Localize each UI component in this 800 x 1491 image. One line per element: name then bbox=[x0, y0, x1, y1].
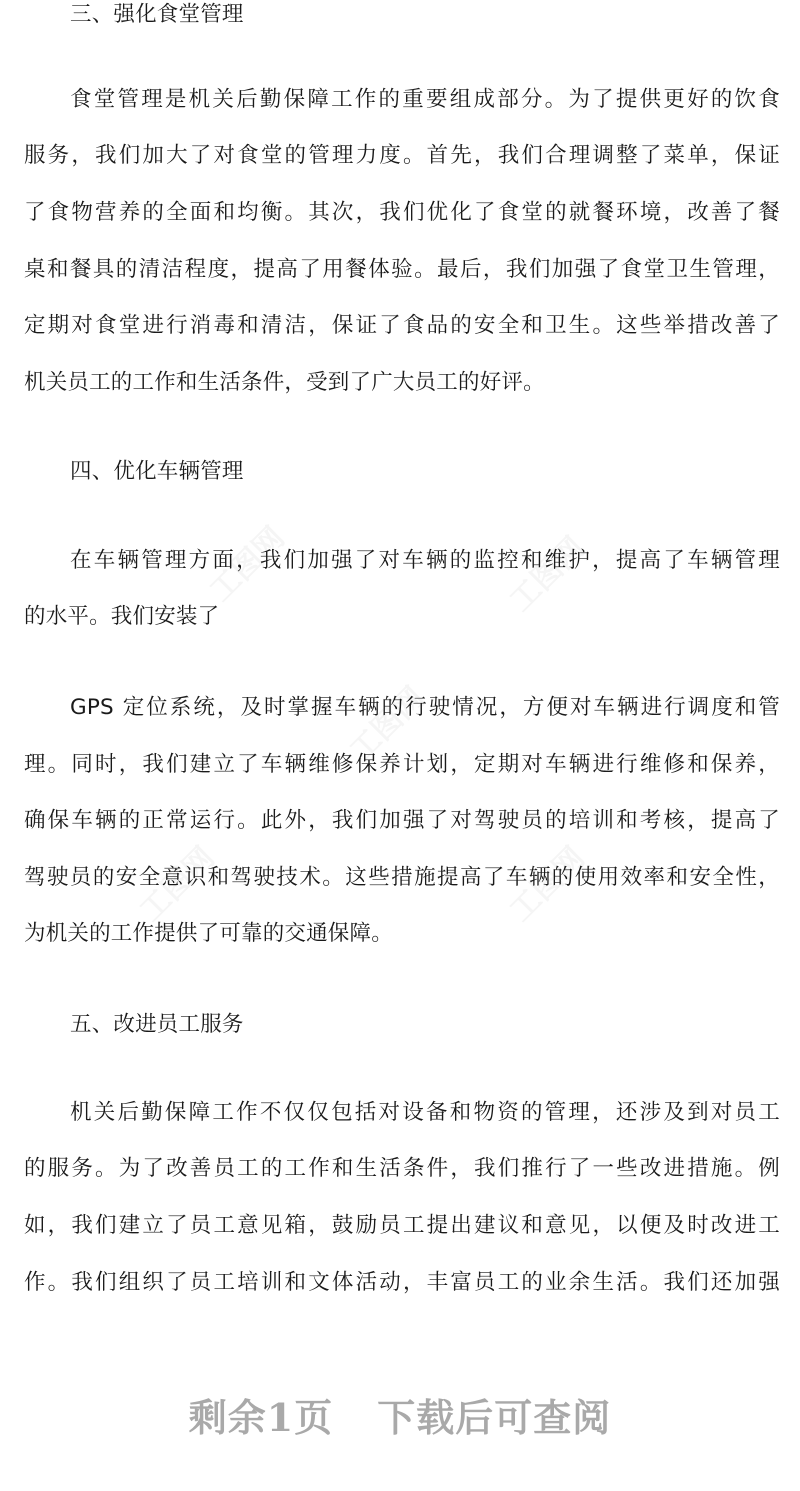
paragraph-line: 的服务。为了改善员工的工作和生活条件，我们推行了一些改进措施。例 bbox=[24, 1156, 780, 1181]
paragraph-line: 服务，我们加大了对食堂的管理力度。首先，我们合理调整了菜单，保证 bbox=[24, 143, 780, 168]
section-heading-5: 五、改进员工服务 bbox=[70, 1012, 244, 1037]
section-heading-4: 四、优化车辆管理 bbox=[70, 459, 244, 484]
paragraph-line: 理。同时，我们建立了车辆维修保养计划，定期对车辆进行维修和保养， bbox=[24, 752, 780, 777]
watermark: 工图网 bbox=[503, 530, 592, 619]
paragraph-line: 驾驶员的安全意识和驾驶技术。这些措施提高了车辆的使用效率和安全性， bbox=[24, 865, 780, 890]
paragraph-line: 为机关的工作提供了可靠的交通保障。 bbox=[24, 921, 393, 946]
download-prompt-banner[interactable] bbox=[0, 1388, 800, 1448]
paragraph-line: 定期对食堂进行消毒和清洁，保证了食品的安全和卫生。这些举措改善了 bbox=[24, 313, 780, 338]
paragraph-line: 在车辆管理方面，我们加强了对车辆的监控和维护，提高了车辆管理 bbox=[70, 548, 780, 573]
paragraph-line: 作。我们组织了员工培训和文体活动，丰富员工的业余生活。我们还加强 bbox=[24, 1270, 780, 1295]
paragraph-line: GPS 定位系统，及时掌握车辆的行驶情况，方便对车辆进行调度和管 bbox=[70, 695, 780, 720]
paragraph-line: 了食物营养的全面和均衡。其次，我们优化了食堂的就餐环境，改善了餐 bbox=[24, 200, 780, 225]
section-heading-3: 三、强化食堂管理 bbox=[70, 2, 244, 27]
paragraph-line: 如，我们建立了员工意见箱，鼓励员工提出建议和意见，以便及时改进工 bbox=[24, 1213, 780, 1238]
watermark: 工图网 bbox=[133, 840, 222, 929]
paragraph-line: 的水平。我们安装了 bbox=[24, 604, 220, 629]
paragraph-line: 机关后勤保障工作不仅仅包括对设备和物资的管理，还涉及到对员工 bbox=[70, 1100, 780, 1125]
download-to-view-label[interactable]: 下载后可查阅 bbox=[377, 1395, 612, 1440]
paragraph-line: 食堂管理是机关后勤保障工作的重要组成部分。为了提供更好的饮食 bbox=[70, 87, 780, 112]
paragraph-line: 机关员工的工作和生活条件，受到了广大员工的好评。 bbox=[24, 370, 545, 395]
paragraph-line: 桌和餐具的清洁程度，提高了用餐体验。最后，我们加强了食堂卫生管理， bbox=[24, 257, 780, 282]
watermark: 工图网 bbox=[343, 680, 432, 769]
paragraph-line: 确保车辆的正常运行。此外，我们加强了对驾驶员的培训和考核，提高了 bbox=[24, 808, 780, 833]
remaining-pages-label: 剩余1页 bbox=[188, 1395, 334, 1440]
watermark: 工图网 bbox=[503, 840, 592, 929]
watermark: 工图网 bbox=[203, 520, 292, 609]
